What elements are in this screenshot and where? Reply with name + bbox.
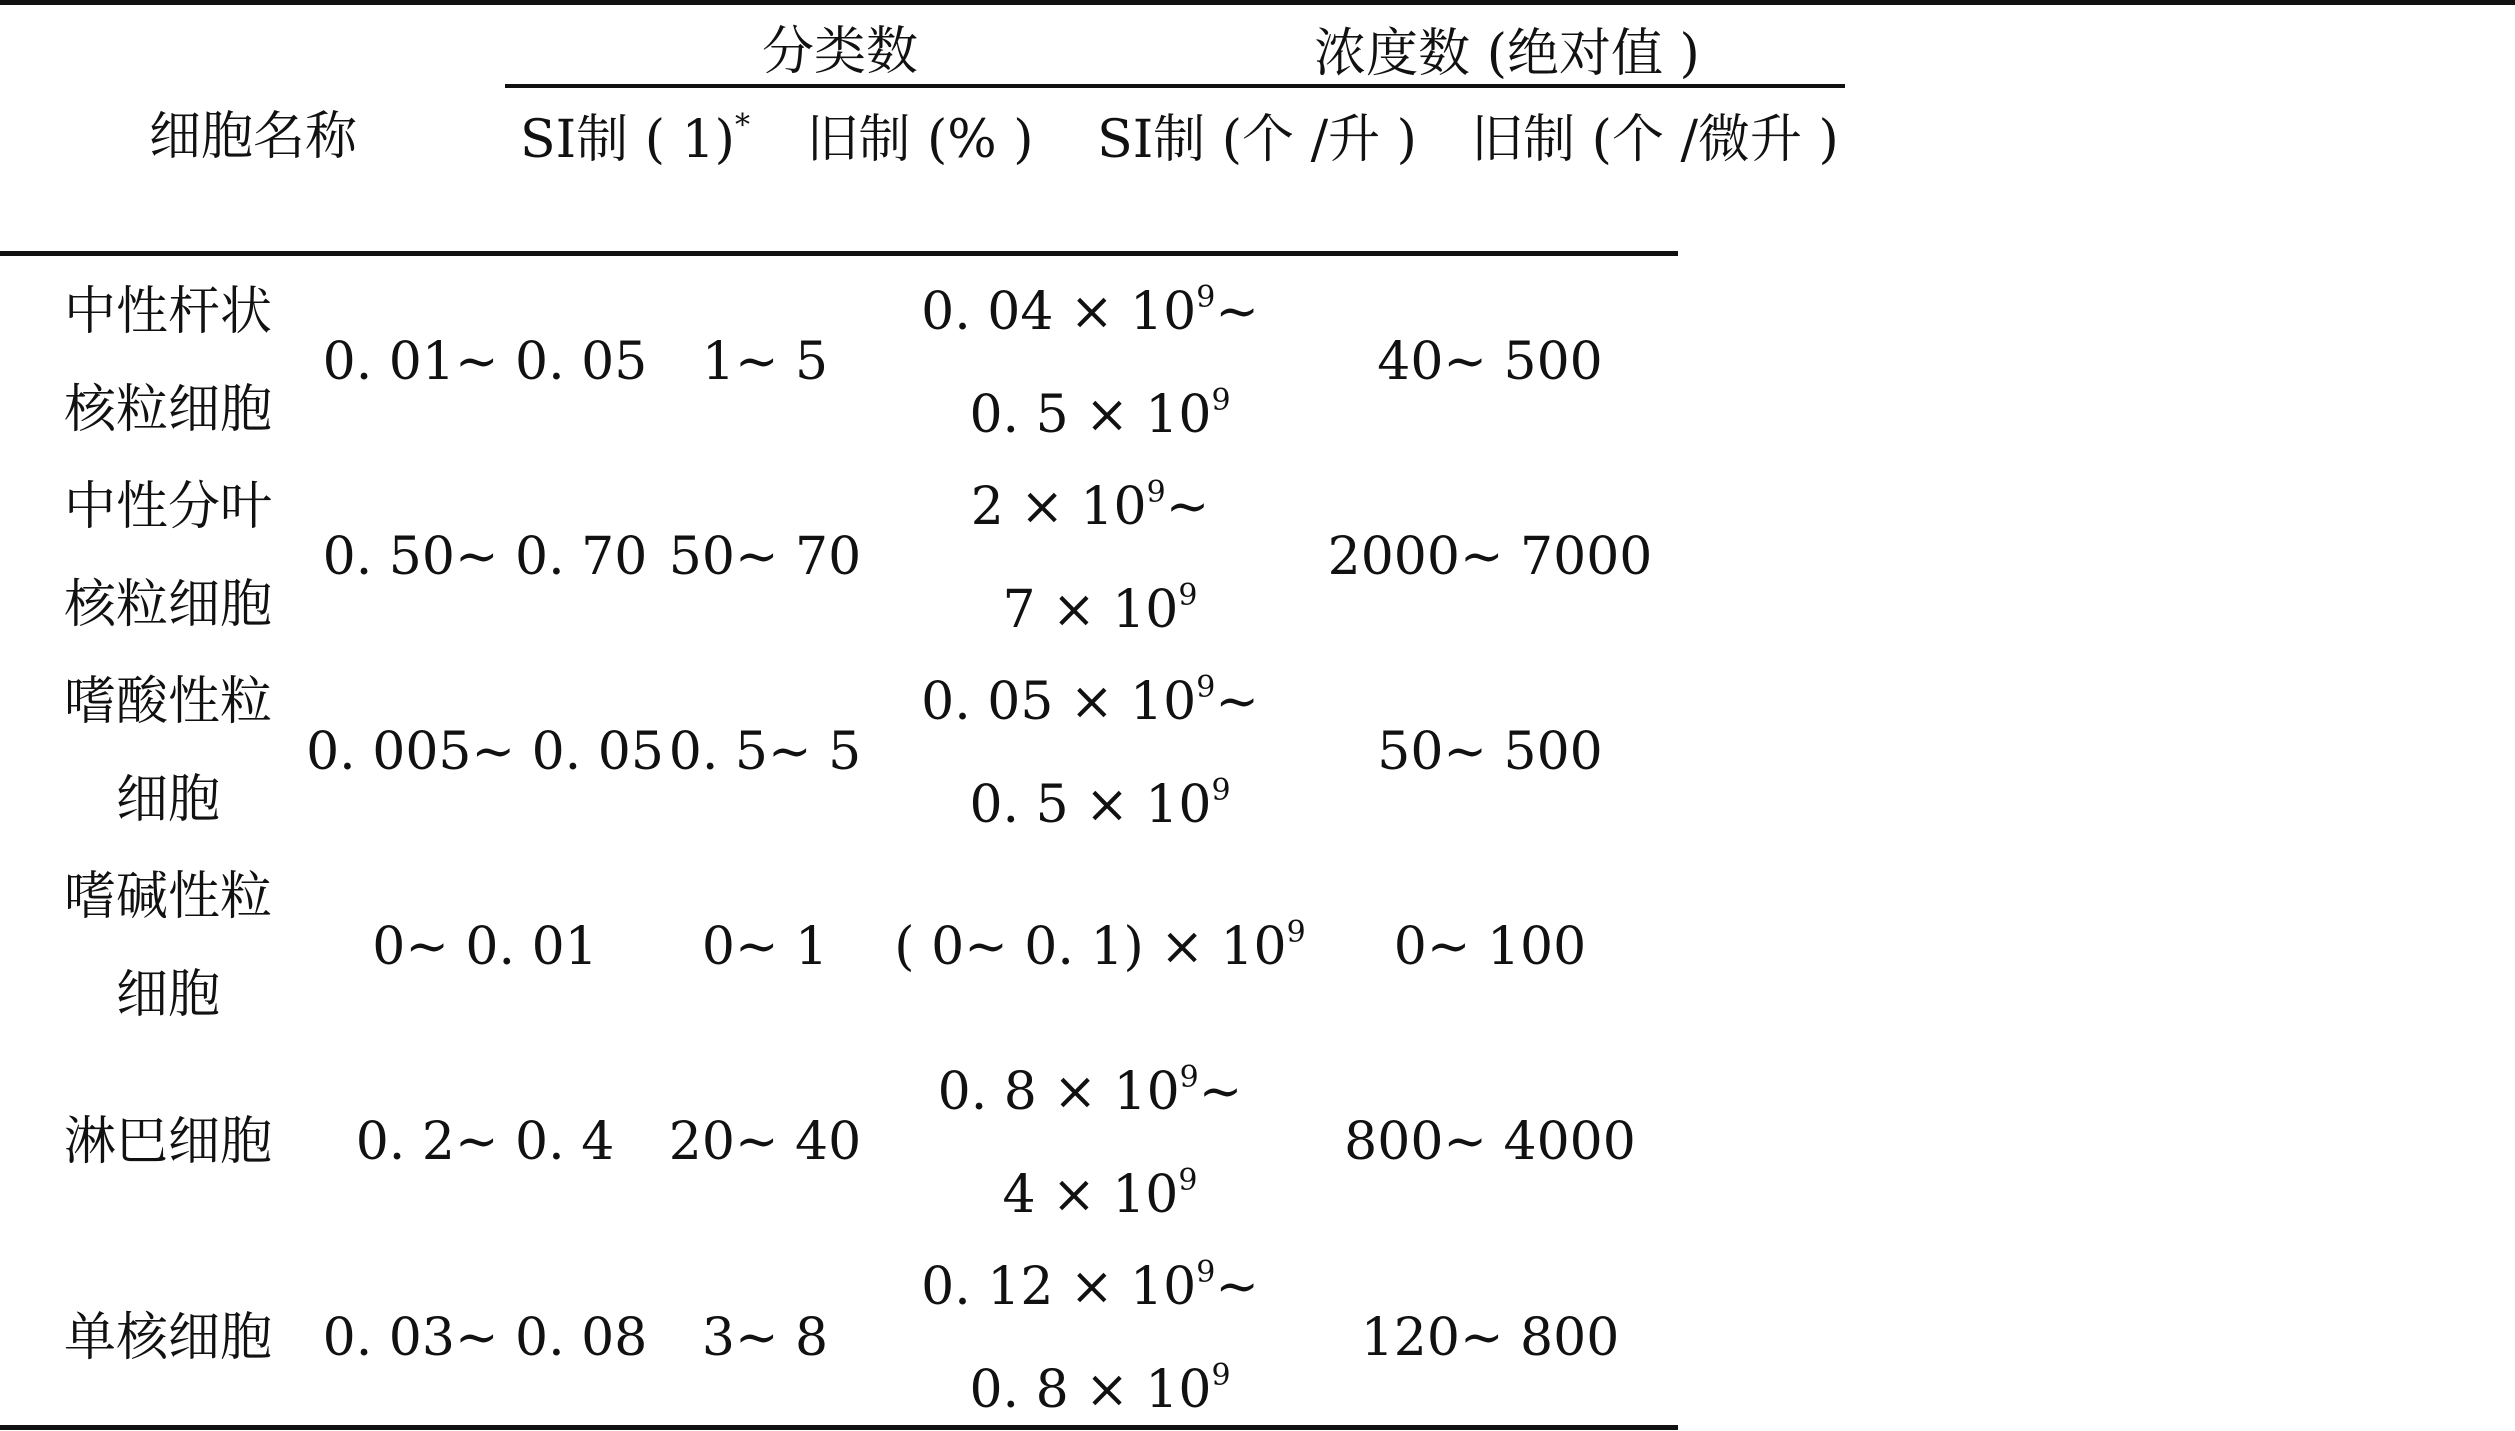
row3-name-line1: 嗜酸性粒 xyxy=(63,672,273,732)
row2-si-conc-line1: $2 \times 10^9\sim$ xyxy=(970,475,1210,537)
row5-si-conc-line2: $4 \times 10^9$ xyxy=(1002,1163,1198,1225)
row4-old-class: 0~ 1 xyxy=(701,917,829,977)
header-group-class: 分类数 xyxy=(761,22,919,82)
row1-si-class: 0. 01~ 0. 05 xyxy=(322,332,648,392)
row3-old-conc: 50~ 500 xyxy=(1377,722,1603,782)
row5-name: 淋巴细胞 xyxy=(63,1112,273,1172)
row1-si-conc-line1: 0. $04 \times 10^9\sim$ xyxy=(921,280,1259,342)
header-si-conc: SI制 (个 /升 ) xyxy=(1097,110,1417,170)
row6-si-class: 0. 03~ 0. 08 xyxy=(322,1308,648,1368)
row6-si-conc-line2: 0. $8 \times 10^9$ xyxy=(969,1358,1231,1420)
row3-si-conc-line1: 0. $05 \times 10^9\sim$ xyxy=(921,670,1259,732)
row1-si-conc-line2: 0. $5 \times 10^9$ xyxy=(969,383,1231,445)
row3-name-line2: 细胞 xyxy=(115,770,221,830)
row2-si-conc-line2: $7 \times 10^9$ xyxy=(1002,578,1198,640)
row2-si-class: 0. 50~ 0. 70 xyxy=(322,527,648,587)
row5-old-conc: 800~ 4000 xyxy=(1344,1112,1636,1172)
top-rule xyxy=(0,0,2515,5)
header-cell-name: 细胞名称 xyxy=(148,107,358,167)
row2-old-conc: 2000~ 7000 xyxy=(1327,527,1653,587)
header-bottom-rule xyxy=(0,251,1678,256)
row2-old-class: 50~ 70 xyxy=(668,527,862,587)
row6-old-conc: 120~ 800 xyxy=(1360,1308,1620,1368)
header-si-class-label: SI制 ( 1) xyxy=(520,110,735,170)
header-group-conc: 浓度数 (绝对值 ) xyxy=(1314,24,1700,84)
header-si-class xyxy=(520,108,750,170)
footnote-marker: * xyxy=(734,108,750,143)
header-old-class: 旧制 (% ) xyxy=(806,110,1034,170)
row3-si-class: 0. 005~ 0. 05 xyxy=(306,722,664,782)
table-bottom-rule xyxy=(0,1425,1678,1430)
row2-name-line2: 核粒细胞 xyxy=(63,575,273,635)
row1-old-conc: 40~ 500 xyxy=(1377,332,1603,392)
row5-si-conc-line1: 0. $8 \times 10^9\sim$ xyxy=(937,1060,1243,1122)
row2-name-line1: 中性分叶 xyxy=(63,477,273,537)
row4-si-class: 0~ 0. 01 xyxy=(372,917,598,977)
row1-old-class: 1~ 5 xyxy=(701,332,829,392)
row5-old-class: 20~ 40 xyxy=(668,1112,862,1172)
row4-si-conc: ( 0~ 0. $1) \times 10^9$ xyxy=(894,915,1306,977)
row6-old-class: 3~ 8 xyxy=(701,1308,829,1368)
row6-si-conc-line1: 0. $12 \times 10^9\sim$ xyxy=(921,1255,1259,1317)
group-rule xyxy=(505,84,1845,88)
header-old-conc: 旧制 (个 /微升 ) xyxy=(1471,110,1839,170)
row5-si-class: 0. 2~ 0. 4 xyxy=(355,1112,615,1172)
row4-name-line2: 细胞 xyxy=(115,965,221,1025)
row6-name: 单核细胞 xyxy=(63,1308,273,1368)
row3-old-class: 0. 5~ 5 xyxy=(668,722,862,782)
row3-si-conc-line2: 0. $5 \times 10^9$ xyxy=(969,773,1231,835)
row4-name-line1: 嗜碱性粒 xyxy=(63,867,273,927)
row1-name-line2: 核粒细胞 xyxy=(63,380,273,440)
row4-old-conc: 0~ 100 xyxy=(1393,917,1587,977)
row1-name-line1: 中性杆状 xyxy=(63,282,273,342)
